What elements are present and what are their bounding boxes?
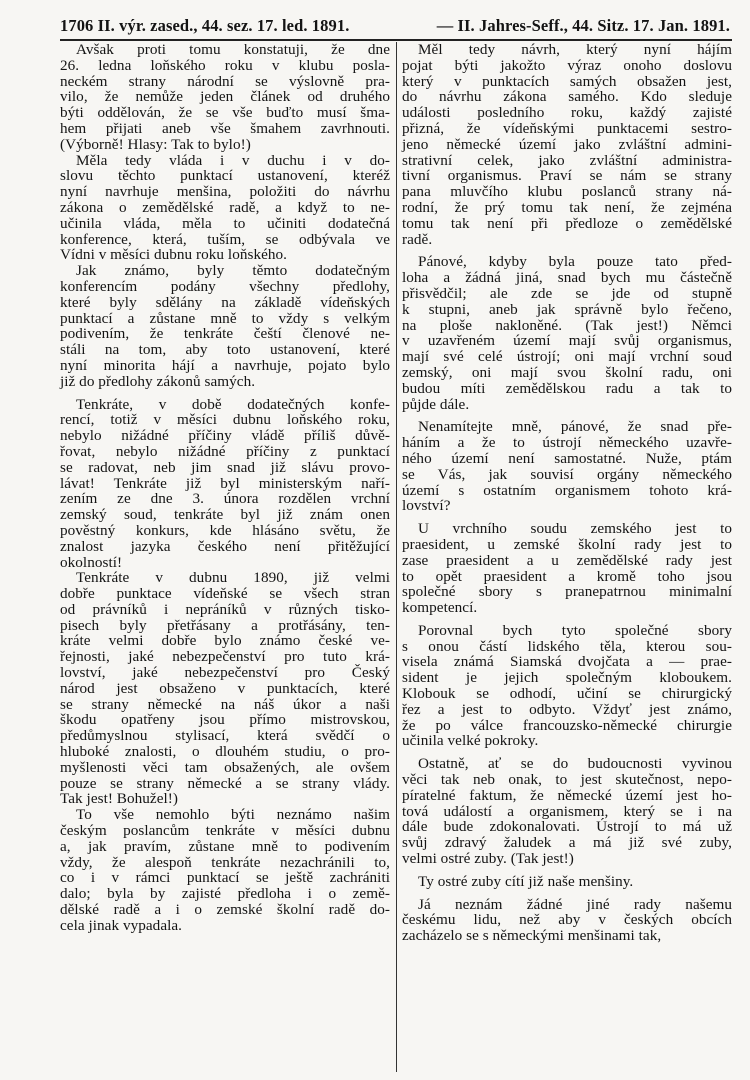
paragraph: [402, 42, 732, 247]
text-line: a, jak pravím, zůstane mně to podivením: [60, 837, 390, 855]
paragraph: [402, 623, 732, 749]
text-line: U vrchního soudu zemského jest to: [418, 520, 732, 538]
paragraph: [60, 397, 390, 571]
text-line: společné sbory s pranepatrnou minimalní: [402, 583, 732, 601]
text-line: již do předlohy zákonů samých.: [60, 372, 256, 390]
text-line: řejnosti, jaké nebezpečenství pro tuto krá-: [60, 648, 390, 666]
text-line: myšlenosti věci tam obsažených, ale ovšem: [60, 758, 390, 776]
paragraph: [402, 874, 732, 890]
text-line: slovu těchto punktací ustanovení, kteréž: [60, 167, 390, 185]
text-line: zemský soud, tenkráte byl již znám onen: [60, 506, 390, 524]
text-line: dobře punktace vídeňské se všech stran: [60, 585, 390, 603]
text-line: loha a žádná jiná, snad bych mu částečně: [402, 269, 732, 287]
text-line: Ostatně, ať se do budoucnosti vyvinou: [418, 755, 732, 773]
text-line: nyní minorita hájí a navrhuje, pojato bylo: [60, 356, 390, 374]
paragraph: [402, 419, 732, 514]
paragraph: [402, 521, 732, 616]
text-line: zením ze dne 3. února rozdělen vrchní: [60, 490, 390, 508]
text-line: zemský, oni mají svou školní radu, oni: [402, 363, 732, 381]
paragraph: [402, 756, 732, 867]
text-line: svůj zdravý žaludek a má již své zuby,: [402, 834, 732, 852]
text-line: škodu opatřeny jsou přímo mistrovskou,: [60, 711, 390, 729]
text-line: tomu tak není při předloze o zemědělské: [402, 214, 732, 232]
text-line: se radovat, neb jim snad již slávu provo-: [60, 458, 390, 476]
paragraph: [60, 42, 390, 153]
text-line: dalo; byla by zajisté předloha i o země-: [60, 885, 390, 903]
text-line: vždy, že alespoň tenkráte nezachránili to,: [60, 853, 390, 871]
text-line: zákona o zemědělské radě, a když to ne-: [60, 198, 390, 216]
text-line: pouze se strany německé a se strany vlády.: [60, 774, 390, 792]
text-line: zase praesident a u zemědělské rady jest: [402, 551, 732, 569]
text-line: okolností!: [60, 553, 123, 571]
text-line: lovství?: [402, 497, 451, 515]
text-line: řovat, nebylo nižádné příčiny z punktací: [60, 442, 390, 460]
text-line: na ploše nakloněné. (Tak jest!) Němci: [402, 316, 732, 334]
text-line: se Vás, jak souvisí orgány německého: [402, 465, 732, 483]
text-line: rodní, že prý tomu tak není, že zejména: [402, 198, 732, 216]
text-line: dělské radě a i o zemské školní radě do-: [60, 901, 390, 919]
text-line: Měla tedy vláda i v duchu i v do-: [76, 151, 390, 169]
text-line: který v punktacích samých obsažen jest,: [402, 72, 732, 90]
text-line: neckém strany národní se výslovně pra-: [60, 72, 390, 90]
text-line: konferencím podány všechny předlohy,: [60, 277, 390, 295]
text-line: přisvědčil; ale zde se jde od stupně: [402, 284, 732, 302]
text-line: řez a jest to odbyto. Vždyť jest známo,: [402, 700, 732, 718]
text-line: Tak jest! Bohužel!): [60, 790, 178, 808]
text-line: cela jinak vypadala.: [60, 916, 183, 934]
text-line: co i v rámci punktací se ještě zachrániti: [60, 869, 390, 887]
text-line: dále bude zdokonalovati. Ústrojí to má už: [402, 818, 732, 836]
text-line: Tenkráte v dubnu 1890, již velmi: [76, 569, 390, 587]
text-line: mají své celé ústrojí; oni mají vrchní soud: [402, 348, 732, 366]
text-line: podivením, že tenkráte čeští členové ne-: [60, 325, 390, 343]
text-line: českému lidu, než aby v českých obcích: [402, 911, 732, 929]
text-line: přizná, že vídeňskými punktacemi sestro-: [402, 119, 732, 137]
text-line: pojat býti jakožto výraz onoho doslovu: [402, 56, 732, 74]
text-line: učinila vláda, měla to učiniti dodatečná: [60, 214, 390, 232]
paragraph: [402, 254, 732, 412]
text-line: nebylo nižádné příčiny vládě příliš důvě-: [60, 427, 390, 445]
text-line: Avšak proti tomu konstatuji, že dne: [76, 41, 390, 58]
text-line: býti oddělován, že se vše buďto musí šma-: [60, 104, 390, 122]
text-line: punktací a zůstane mně to vždy s velkým: [60, 309, 390, 327]
paragraph: [60, 153, 390, 264]
text-line: hem přijati aneb vše šmahem zavrhnouti.: [60, 119, 390, 137]
text-line: s onou částí lidského těla, kterou sou-: [402, 637, 732, 655]
text-line: Tenkráte, v době dodatečných konfe-: [76, 395, 390, 413]
text-line: sident je jejich společným kloboukem.: [402, 669, 732, 687]
text-line: konference, která, tuším, se odbývala ve: [60, 230, 390, 248]
text-line: Měl tedy návrh, který nyní hájím: [418, 41, 732, 58]
paragraph: [402, 897, 732, 944]
text-line: velmi ostré zuby. (Tak jest!): [402, 850, 574, 868]
text-line: nyní navrhuje menšina, položiti do návrhu: [60, 183, 390, 201]
text-line: pisech byly přetřásany a protřásány, ten-: [60, 616, 390, 634]
text-line: (Výborně! Hlasy: Tak to bylo!): [60, 135, 251, 153]
text-line: ného území není samostatné. Nuže, ptám: [402, 449, 732, 467]
left-column: [60, 42, 390, 934]
text-line: českým poslancům tenkráte v měsíci dubnu: [60, 822, 390, 840]
text-line: Nenamítejte mně, pánové, že snad pře-: [418, 418, 732, 436]
text-line: visela známá Siamská dvojčata a — prae-: [402, 653, 732, 671]
text-line: v uzavřeném území mají svůj organismus,: [402, 332, 732, 350]
text-line: do návrhu zákona samého. Kdo sleduje: [402, 88, 732, 106]
text-line: Jak známo, byly těmto dodatečným: [76, 262, 390, 280]
text-line: Klobouk se odhodí, učiní se chirurgický: [402, 685, 732, 703]
paragraph: [60, 570, 390, 807]
right-column: [402, 42, 732, 944]
text-line: píratelné faktum, že německé území jest ho-: [402, 786, 732, 804]
text-line: hluboké znalosti, o dlouhém studiu, o pro-: [60, 743, 390, 761]
text-line: Pánové, kdyby byla pouze tato před-: [418, 253, 732, 271]
column-divider: [396, 42, 397, 1072]
text-line: události posledního roku, každý zajisté: [402, 104, 732, 122]
text-line: háním a že to ústrojí německého uzavře-: [402, 434, 732, 452]
text-line: tová událostí a organismem, který se i na: [402, 802, 732, 820]
paragraph: [60, 263, 390, 389]
text-line: budou míti zemědělskou radu a tak to: [402, 379, 732, 397]
text-line: to opět praesident a kromě toho jsou: [402, 567, 732, 585]
text-line: 26. ledna loňského roku v klubu posla-: [60, 56, 390, 74]
text-line: se strany německé na náš úkor a naši: [60, 695, 390, 713]
text-line: věci tak neb onak, to jest skutečnost, nepo-: [402, 771, 732, 789]
text-line: praesident, u zemské školní rady jest to: [402, 535, 732, 553]
text-line: jeno německé území jako zvláštní admini-: [402, 135, 732, 153]
text-line: zacházelo se s německými menšinami tak,: [402, 927, 662, 945]
text-line: znalost jazyka českého není přitěžující: [60, 537, 390, 555]
header-german: — II. Jahres-Seff., 44. Sitz. 17. Jan. 1891.: [436, 16, 730, 35]
text-line: učinila velké pokroky.: [402, 732, 539, 750]
text-line: strativní celek, jako zvláštní administra-: [402, 151, 732, 169]
text-line: k stupni, aneb jak správně bylo řečeno,: [402, 300, 732, 318]
text-line: pana mluvčího klubu poslanců strany ná-: [402, 183, 732, 201]
text-line: které byly sdělány na základě vídeňských: [60, 293, 390, 311]
text-line: národ jest obsaženo v punktacích, které: [60, 679, 390, 697]
running-header: [60, 10, 730, 36]
text-line: půjde dále.: [402, 395, 470, 413]
text-line: rencí, totiž v měsíci dubnu loňského roku,: [60, 411, 390, 429]
header-czech: 1706 II. výr. zased., 44. sez. 17. led. 1891.: [60, 16, 350, 35]
text-line: od právníků i nepráníků v různých tisko-: [60, 600, 390, 618]
text-line: kompetencí.: [402, 599, 478, 617]
text-line: stáli na tom, aby toto ustanovení, které: [60, 341, 390, 359]
text-line: území s ostatním organismem tohoto krá-: [402, 481, 732, 499]
text-line: To vše nemohlo býti neznámo našim: [76, 806, 390, 824]
text-line: lávat! Tenkráte již byl ministerským naří-: [60, 474, 390, 492]
text-line: pověstný konkurs, kde hlásáno světu, že: [60, 521, 390, 539]
text-line: lovství, jaké nebezpečenství pro Český: [60, 664, 390, 682]
text-line: radě.: [402, 230, 433, 248]
text-line: že po válce francouzsko-německé chirurgie: [402, 716, 732, 734]
text-line: Vídni v měsíci dubnu roku loňského.: [60, 246, 288, 264]
paragraph: [60, 807, 390, 933]
text-line: vilo, že nemůže jeden článek od druhého: [60, 88, 390, 106]
text-line: Porovnal bych tyto společné sbory: [418, 621, 732, 639]
text-line: tivní organismus. Praví se nám se strany: [402, 167, 732, 185]
text-line: předůmyslnou stylisací, která svědčí o: [60, 727, 390, 745]
text-line: Já neznám žádné jiné rady našemu: [418, 895, 732, 913]
text-line: Ty ostré zuby cítí již naše menšiny.: [418, 872, 634, 890]
text-line: kráte velmi dobře bylo známo české ve-: [60, 632, 390, 650]
